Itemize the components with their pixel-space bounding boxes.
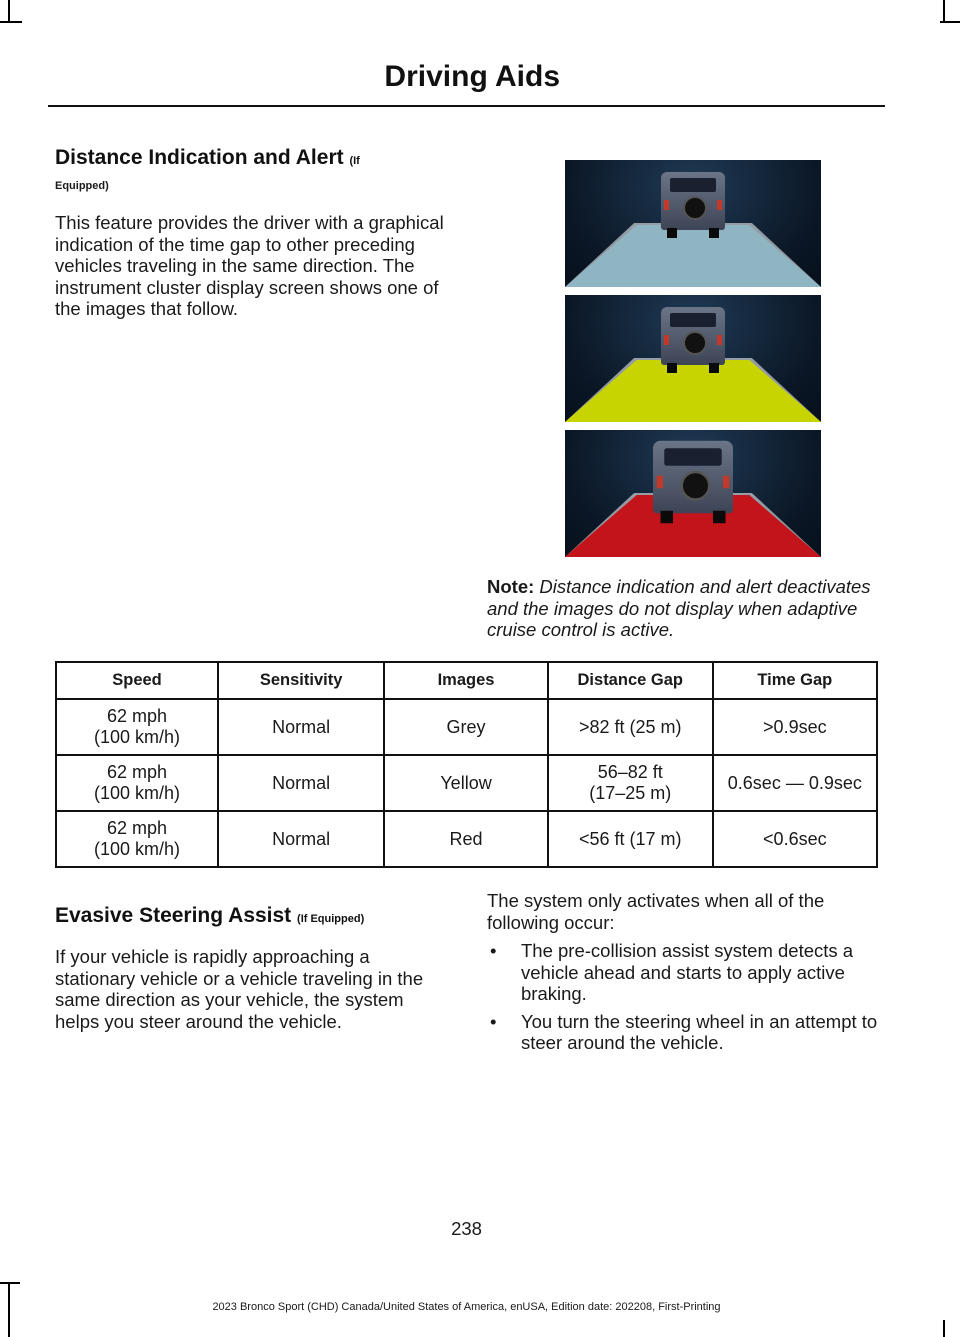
heading-suffix: (If bbox=[349, 155, 360, 167]
heading-text: Evasive Steering Assist bbox=[55, 904, 292, 927]
crop-mark bbox=[0, 21, 22, 23]
sensitivity-cell: Normal bbox=[218, 811, 384, 867]
column-header: Images bbox=[384, 662, 548, 699]
heading-suffix: (If Equipped) bbox=[297, 913, 365, 925]
vehicle-rear-icon bbox=[661, 172, 725, 230]
page-number: 238 bbox=[451, 1218, 482, 1239]
speed-cell: 62 mph (100 km/h) bbox=[56, 811, 218, 867]
table-row bbox=[56, 699, 877, 755]
time-gap-cell: 0.6sec — 0.9sec bbox=[713, 755, 877, 811]
section-heading-distance-indication bbox=[55, 146, 360, 170]
sensitivity-cell: Normal bbox=[218, 755, 384, 811]
heading-suffix-continued: Equipped) bbox=[55, 180, 109, 192]
column-header: Sensitivity bbox=[218, 662, 384, 699]
figure-yellow-lane bbox=[565, 295, 821, 422]
crop-mark bbox=[940, 21, 960, 23]
header-rule bbox=[48, 105, 885, 107]
lane-indicator bbox=[565, 225, 821, 287]
speed-cell: 62 mph (100 km/h) bbox=[56, 699, 218, 755]
time-gap-cell: >0.9sec bbox=[713, 699, 877, 755]
note-label: Note: bbox=[487, 576, 535, 597]
table-row bbox=[56, 755, 877, 811]
distance-gap-table bbox=[55, 661, 878, 868]
note-paragraph bbox=[487, 576, 882, 641]
crop-mark bbox=[8, 0, 10, 22]
images-cell: Yellow bbox=[384, 755, 548, 811]
figure-red-lane bbox=[565, 430, 821, 557]
vehicle-rear-icon bbox=[653, 441, 733, 514]
section2-body: If your vehicle is rapidly approaching a stationary vehicle or a vehicle traveling in the same direction as your vehicle, the system helps you steer around the vehicle. bbox=[55, 946, 424, 1032]
note-text: Distance indication and alert deactivates and the images do not display when adaptive cruise control is active. bbox=[487, 576, 871, 640]
figure-grey-lane bbox=[565, 160, 821, 287]
page-header-title: Driving Aids bbox=[384, 60, 560, 93]
distance-gap-cell: <56 ft (17 m) bbox=[548, 811, 713, 867]
table-row bbox=[56, 811, 877, 867]
images-cell: Grey bbox=[384, 699, 548, 755]
heading-text: Distance Indication and Alert bbox=[55, 146, 344, 169]
sensitivity-cell: Normal bbox=[218, 699, 384, 755]
table-header-row bbox=[56, 662, 877, 699]
list-item: • You turn the steering wheel in an attempt to steer around the vehicle. bbox=[490, 1010, 878, 1053]
column-header: Time Gap bbox=[713, 662, 877, 699]
images-cell: Red bbox=[384, 811, 548, 867]
distance-gap-cell: 56–82 ft (17–25 m) bbox=[548, 755, 713, 811]
list-item: • The pre-collision assist system detects a vehicle ahead and starts to apply active braking. bbox=[490, 940, 854, 1004]
column-header: Distance Gap bbox=[548, 662, 713, 699]
time-gap-cell: <0.6sec bbox=[713, 811, 877, 867]
crop-mark bbox=[943, 0, 945, 22]
lane-indicator bbox=[565, 360, 821, 422]
section1-body: This feature provides the driver with a graphical indication of the time gap to other preceding vehicles traveling in the same direction. The instrument cluster display screen shows one of the images that follow. bbox=[55, 212, 444, 319]
distance-gap-cell: >82 ft (25 m) bbox=[548, 699, 713, 755]
speed-cell: 62 mph (100 km/h) bbox=[56, 755, 218, 811]
page-footer: 2023 Bronco Sport (CHD) Canada/United States of America, enUSA, Edition date: 202208, First-Printing bbox=[212, 1301, 721, 1313]
bullet-icon: • bbox=[490, 1010, 497, 1032]
distance-indication-figures bbox=[565, 160, 821, 565]
vehicle-rear-icon bbox=[661, 307, 725, 365]
column-header: Speed bbox=[56, 662, 218, 699]
crop-mark bbox=[943, 1320, 945, 1337]
activation-intro: The system only activates when all of the following occur: bbox=[487, 890, 825, 933]
bullet-icon: • bbox=[490, 940, 497, 961]
section-heading-evasive-steering bbox=[55, 904, 364, 928]
crop-mark bbox=[0, 1282, 20, 1284]
activation-conditions-list bbox=[487, 940, 882, 1060]
